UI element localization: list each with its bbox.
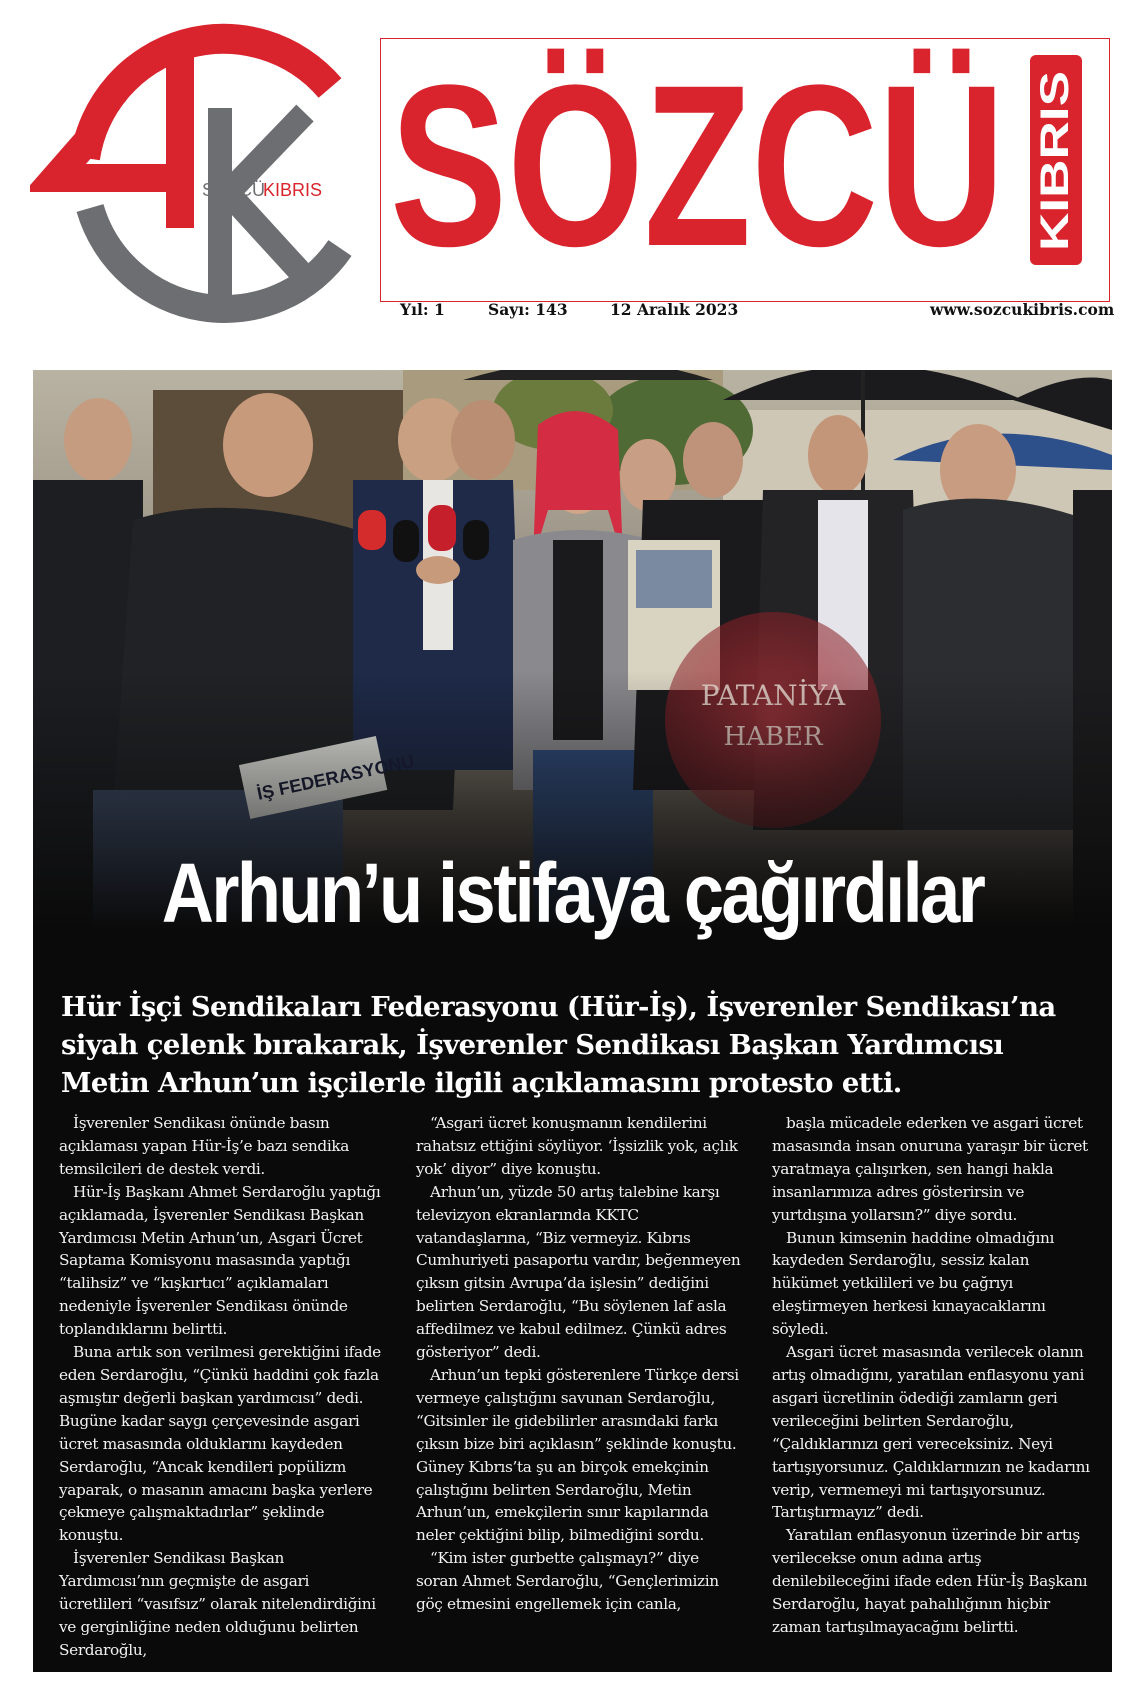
- logo-small-text-right: KIBRIS: [263, 180, 323, 200]
- sozcu-kibris-logo: [30, 18, 370, 348]
- masthead-title: [390, 40, 1010, 260]
- issue-number: Sayı: 143: [488, 300, 568, 319]
- paragraph: “Asgari ücret konuşmanın kendilerini rahatsız ettiğini söylüyor. ‘İşsizlik yok, açlık yok’ diyor” diye konuştu.: [416, 1114, 738, 1178]
- headline: Arhun’u istifaya çağırdılar: [161, 846, 984, 940]
- subheadline: Hür İşçi Sendikaları Federasyonu (Hür-İş), İşverenler Sendikası’na siyah çelenk bırakarak, İşverenler Sendikası Başkan Yardımcısı Metin Arhun’un işçilerle ilgili açıklamasını protesto etti.: [61, 991, 1056, 1099]
- issue-date: 12 Aralık 2023: [610, 300, 739, 319]
- paragraph: başla mücadele ederken ve asgari ücret masasında insan onuruna yaraşır bir ücret yaratmaya çalışırken, sen hangi hakla insanlarımıza adres gösterirsin ve yurtdışına yollarsın?” diye sordu.: [772, 1114, 1088, 1224]
- kibris-side-bar: [1030, 55, 1082, 265]
- paragraph: Arhun’un tepki gösterenlere Türkçe dersi vermeye çalıştığını savunan Serdaroğlu, “Gitsinler ile gidebilirler arasındaki farkı çıksın bize biri açıklasın” şeklinde konuştu. Güney Kıbrıs’ta şu an birçok emekçinin çalıştığını belirten Serdaroğlu, Metin Arhun’un, emekçilerin sınır kapılarında neler çektiğini bilip, bilmediğini sordu.: [416, 1365, 739, 1545]
- main-story-panel: [33, 370, 1112, 1672]
- paragraph: Hür-İş Başkanı Ahmet Serdaroğlu yaptığı açıklamada, İşverenler Sendikası Başkan Yardımcısı Metin Arhun’un, Asgari Ücret Saptama Komisyonu masasında yaptığı “talihsiz” ve “kışkırtıcı” açıklamaları nedeniyle İşverenler Sendikası önünde toplandıklarını belirtti.: [59, 1182, 381, 1339]
- paragraph: Asgari ücret masasında verilecek olanın artış olmadığını, yaratılan enflasyonu yani asgari ücretlinin ödediği zamların geri verileceğini belirten Serdaroğlu, “Çaldıklarınızı geri vereceksiniz. Neyi tartışıyorsunuz. Çaldıklarınızın ne kadarını verip, vermemeyi mi tartışıyorsunuz. Tartıştırmayız” dedi.: [772, 1343, 1090, 1522]
- website-link[interactable]: www.sozcukibris.com: [930, 300, 1115, 319]
- paragraph: İşverenler Sendikası önünde basın açıklaması yapan Hür-İş’e bazı sendika temsilcileri de destek verdi.: [59, 1114, 350, 1178]
- paragraph: Buna artık son verilmesi gerektiğini ifade eden Serdaroğlu, “Çünkü haddini çok fazla aşmıştır değerli başkan yardımcısı” dedi. Bugüne kadar saygı çerçevesinde asgari ücret masasında olduklarını kaydeden Serdaroğlu, “Ancak kendileri popülizm yaparak, o masanın amacını başka yerlere çekmeye çalışmaktadırlar” şeklinde konuştu.: [59, 1343, 381, 1545]
- paragraph: Yaratılan enflasyonun üzerinde bir artış verilecekse onun adına artış denilebileceğini ifade eden Hür-İş Başkanı Serdaroğlu, hayat pahalılığının hiçbir zaman tartışılmayacağını belirtti.: [772, 1526, 1088, 1636]
- article-column-3: [772, 1112, 1097, 1639]
- masthead-title-text: SÖZCÜ: [390, 40, 1005, 260]
- article-body: [59, 1112, 1099, 1667]
- paragraph: İşverenler Sendikası Başkan Yardımcısı’nın geçmişte de asgari ücretlileri “vasıfsız” olarak nitelendirdiğini ve gerginliğine neden olduğunu belirten Serdaroğlu,: [59, 1549, 376, 1659]
- article-column-1: [59, 1112, 384, 1662]
- paragraph: Arhun’un, yüzde 50 artış talebine karşı televizyon ekranlarında KKTC vatandaşlarına, “Biz vermeyiz. Kıbrıs Cumhuriyeti pasaportu vardır, beğenmeyen çıksın gitsin Avrupa’da işlesin” dediğini belirten Serdaroğlu, “Bu söylenen laf asla affedilmez ve kabul edilmez. Çünkü adres gösteriyor” dedi.: [416, 1182, 741, 1362]
- issue-info-row: [400, 300, 1115, 322]
- article-column-2: [416, 1112, 741, 1616]
- issue-year: Yıl: 1: [400, 300, 445, 319]
- paragraph: “Kim ister gurbette çalışmayı?” diye soran Ahmet Serdaroğlu, “Gençlerimizin göç etmesini engellemek için canla,: [416, 1549, 719, 1614]
- kibris-side-label: KIBRIS: [1033, 115, 1077, 251]
- paragraph: Bunun kimsenin haddine olmadığını kaydeden Serdaroğlu, sessiz kalan hükümet yetkilileri ve bu çağrıyı eleştirmeyen herkesi kınayacaklarını söyledi.: [772, 1228, 1055, 1339]
- logo-small-text-left: SÖZCÜ: [202, 180, 265, 200]
